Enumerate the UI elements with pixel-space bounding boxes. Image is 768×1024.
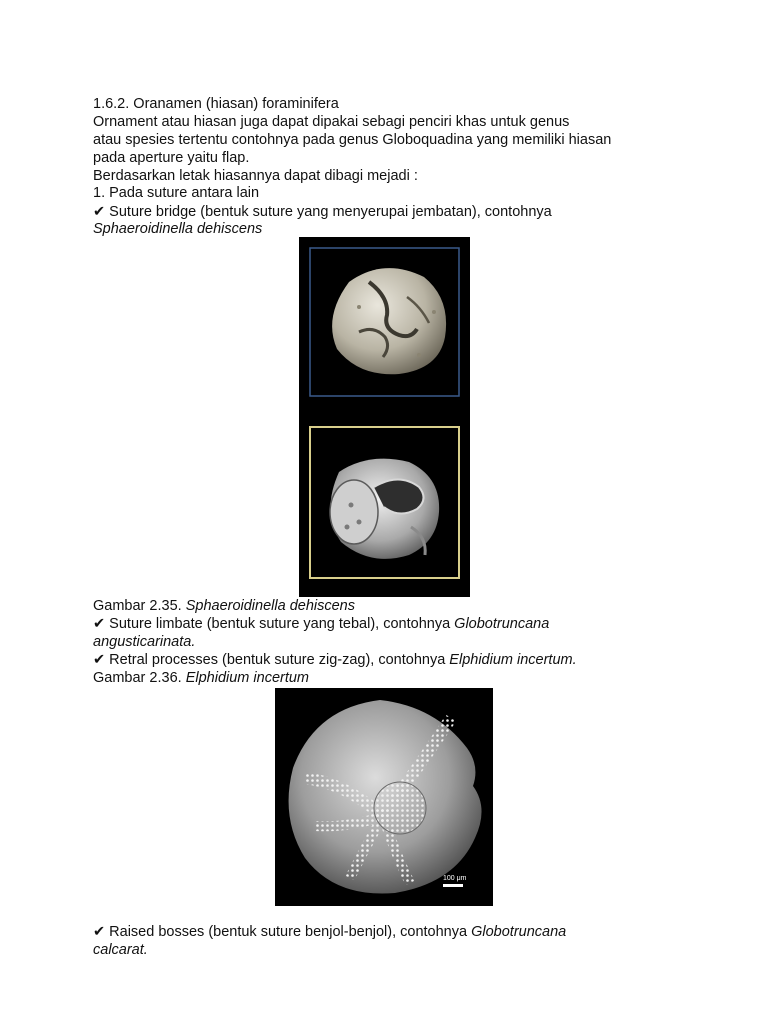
scale-bar	[443, 884, 463, 887]
bullet-retral-processes	[93, 651, 577, 669]
species-name: Sphaeroidinella dehiscens	[93, 221, 263, 237]
sphaeroidinella-micrograph	[299, 237, 470, 597]
figure-elphidium	[275, 688, 493, 906]
paragraph-line: pada aperture yaitu flap.	[93, 150, 250, 166]
caption-species: Elphidium incertum	[185, 670, 310, 686]
list-heading: 1. Pada suture antara lain	[93, 185, 260, 201]
species-name: Elphidium incertum.	[449, 652, 577, 668]
section-heading: 1.6.2. Oranamen (hiasan) foraminifera	[93, 96, 339, 112]
bullet-text: ✔ Raised bosses (bentuk suture benjol-benjol), contohnya	[93, 924, 468, 940]
bullet-text: ✔ Retral processes (bentuk suture zig-zag), contohnya	[93, 652, 446, 668]
species-name-cont: calcarat.	[93, 942, 148, 958]
figure-caption-2-36	[93, 669, 309, 687]
bullet-suture-limbate	[93, 615, 549, 633]
elphidium-micrograph	[275, 688, 493, 906]
paragraph-line: Ornament atau hiasan juga dapat dipakai sebagi penciri khas untuk genus	[93, 114, 570, 130]
specimen-top	[332, 268, 446, 374]
paragraph-line: Berdasarkan letak hiasannya dapat dibagi mejadi :	[93, 168, 418, 184]
bullet-raised-bosses	[93, 923, 566, 941]
species-name: Globotruncana	[471, 924, 567, 940]
paragraph-line: atau spesies tertentu contohnya pada genus Globoquadina yang memiliki hiasan	[93, 132, 612, 148]
species-name-cont: angusticarinata.	[93, 634, 196, 650]
scale-label: 100 μm	[443, 875, 467, 882]
figure-sphaeroidinella	[299, 237, 470, 597]
species-name: Globotruncana	[454, 616, 550, 632]
caption-species: Sphaeroidinella dehiscens	[185, 598, 355, 614]
figure-caption-2-35	[93, 597, 355, 615]
caption-prefix: Gambar 2.36.	[93, 670, 182, 686]
bullet-text: ✔ Suture limbate (bentuk suture yang tebal), contohnya	[93, 616, 451, 632]
specimen-bottom	[330, 459, 439, 559]
bullet-suture-bridge: ✔ Suture bridge (bentuk suture yang menyerupai jembatan), contohnya	[93, 204, 552, 220]
caption-prefix: Gambar 2.35.	[93, 598, 182, 614]
